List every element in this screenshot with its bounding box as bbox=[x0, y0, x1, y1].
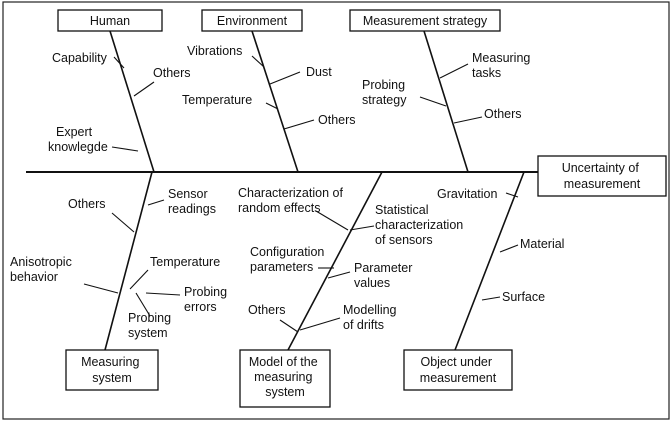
svg-text:Others bbox=[153, 66, 191, 80]
svg-text:Others bbox=[248, 303, 286, 317]
branch-probing-errors bbox=[146, 293, 180, 295]
svg-text:Probing strategy bbox=[362, 78, 409, 107]
cause-vibrations: Vibrations bbox=[187, 44, 243, 58]
branch-random-effects bbox=[316, 211, 348, 230]
svg-text:Gravitation bbox=[437, 187, 497, 201]
effect-box bbox=[538, 156, 666, 196]
branch-parameter-values bbox=[328, 272, 350, 278]
branch-model-others bbox=[280, 320, 298, 332]
category-object bbox=[404, 350, 512, 390]
category-human-label: Human bbox=[89, 14, 131, 28]
branch-material bbox=[500, 245, 518, 252]
category-measuring-system bbox=[66, 350, 158, 390]
category-strategy bbox=[350, 10, 500, 31]
category-environment bbox=[202, 10, 302, 31]
cause-material: Material bbox=[520, 237, 565, 251]
branch-drifts bbox=[300, 318, 340, 330]
cause-configuration-line2: parameters bbox=[250, 260, 314, 274]
category-human bbox=[58, 10, 162, 31]
svg-text:Sensor readings bbox=[168, 187, 216, 216]
svg-text:Configuration parameters bbox=[250, 245, 328, 274]
svg-text:Others bbox=[318, 113, 356, 127]
cause-parameter-values-line1: Parameter bbox=[354, 261, 413, 275]
svg-text:Others bbox=[68, 197, 106, 211]
cause-anisotropic-line1: Anisotropic bbox=[10, 255, 72, 269]
cause-env-others: Others bbox=[318, 113, 356, 127]
svg-text:Probing errors bbox=[184, 285, 231, 314]
svg-text:Measurement strategy bbox=[363, 14, 488, 28]
category-model-label-line2: measuring bbox=[254, 370, 313, 384]
category-ms-label-line1: Measuring bbox=[81, 355, 140, 369]
branch-anisotropic bbox=[84, 284, 118, 293]
branch-ms-others bbox=[112, 213, 134, 232]
cause-measuring-tasks-line1: Measuring bbox=[472, 51, 531, 65]
cause-statistical-line3: of sensors bbox=[375, 233, 433, 247]
bone-environment bbox=[252, 31, 298, 172]
category-model-label-line3: system bbox=[265, 385, 305, 399]
cause-temperature-probe: Temperature bbox=[150, 255, 221, 269]
cause-strategy-others: Others bbox=[484, 107, 522, 121]
cause-expert-line2: knowlegde bbox=[48, 140, 108, 154]
cause-gravitation: Gravitation bbox=[437, 187, 498, 201]
svg-text:Others bbox=[484, 107, 522, 121]
branch-expert bbox=[112, 147, 138, 151]
svg-text:Vibrations bbox=[187, 44, 242, 58]
svg-text:Expert knowlegde bbox=[48, 125, 108, 154]
cause-random-effects-line2: random effects bbox=[238, 201, 321, 215]
branch-env-others bbox=[284, 120, 314, 129]
category-strategy-label: Measurement strategy bbox=[362, 14, 488, 28]
svg-text:Material bbox=[520, 237, 564, 251]
cause-probing-errors-line2: errors bbox=[184, 300, 217, 314]
svg-text:Environment bbox=[217, 14, 288, 28]
cause-dust: Dust bbox=[306, 65, 332, 79]
cause-model-others: Others bbox=[248, 303, 286, 317]
svg-text:Human bbox=[90, 14, 130, 28]
branch-temperature-probe bbox=[130, 270, 148, 289]
cause-drifts-line1: Modelling bbox=[343, 303, 397, 317]
cause-capability: Capability bbox=[52, 51, 107, 65]
cause-measuring-tasks-line2: tasks bbox=[472, 66, 502, 80]
cause-probing-strategy-line1: Probing bbox=[362, 78, 406, 92]
svg-text:Parameter values bbox=[354, 261, 416, 290]
cause-sensor-readings-line1: Sensor bbox=[168, 187, 208, 201]
svg-text:Statistical characterizati bbox=[375, 203, 467, 247]
category-model-label-line1: Model of the bbox=[248, 355, 318, 369]
cause-configuration-line1: Configuration bbox=[250, 245, 325, 259]
bone-strategy bbox=[424, 31, 468, 172]
cause-parameter-values-line2: values bbox=[354, 276, 391, 290]
category-ms-label-line2: system bbox=[92, 371, 132, 385]
cause-probing-system-line2: system bbox=[128, 326, 168, 340]
svg-text:Modelling of drifts bbox=[343, 303, 400, 332]
svg-text:Temperature bbox=[150, 255, 220, 269]
cause-surface: Surface bbox=[502, 290, 546, 304]
branch-probing-strategy bbox=[420, 97, 446, 106]
branch-human-others bbox=[134, 82, 154, 96]
cause-human-others: Others bbox=[153, 66, 191, 80]
cause-probing-errors-line1: Probing bbox=[184, 285, 228, 299]
category-model bbox=[240, 350, 330, 407]
branch-sensor-readings bbox=[148, 200, 164, 205]
cause-probing-strategy-line2: strategy bbox=[362, 93, 407, 107]
cause-temperature-env: Temperature bbox=[182, 93, 253, 107]
cause-statistical-line2: characterization bbox=[375, 218, 464, 232]
svg-text:Surface bbox=[502, 290, 545, 304]
svg-text:Temperature bbox=[182, 93, 252, 107]
cause-probing-system-line1: Probing bbox=[128, 311, 172, 325]
effect-label-line2: measurement bbox=[563, 177, 641, 191]
svg-text:Probing system bbox=[128, 311, 175, 340]
branch-measuring-tasks bbox=[440, 64, 468, 78]
cause-random-effects-line1: Characterization of bbox=[238, 186, 343, 200]
category-environment-label: Environment bbox=[216, 14, 288, 28]
svg-text:Anisotropic behavior bbox=[10, 255, 75, 284]
branch-strategy-others bbox=[454, 117, 482, 123]
svg-text:Characterization of random bbox=[238, 186, 346, 215]
effect-label-line1: Uncertainty of bbox=[561, 161, 639, 175]
category-object-label-line2: measurement bbox=[419, 371, 497, 385]
cause-drifts-line2: of drifts bbox=[343, 318, 384, 332]
svg-text:Capability bbox=[52, 51, 108, 65]
category-object-label-line1: Object under bbox=[420, 355, 493, 369]
cause-sensor-readings-line2: readings bbox=[168, 202, 216, 216]
cause-statistical-line1: Statistical bbox=[375, 203, 429, 217]
branch-dust bbox=[270, 72, 300, 84]
bone-human bbox=[110, 31, 154, 172]
cause-anisotropic-line2: behavior bbox=[10, 270, 58, 284]
svg-text:Dust bbox=[306, 65, 332, 79]
svg-text:Measuring tasks bbox=[472, 51, 534, 80]
branch-surface bbox=[482, 297, 500, 300]
cause-expert-line1: Expert bbox=[56, 125, 93, 139]
cause-ms-others: Others bbox=[68, 197, 106, 211]
